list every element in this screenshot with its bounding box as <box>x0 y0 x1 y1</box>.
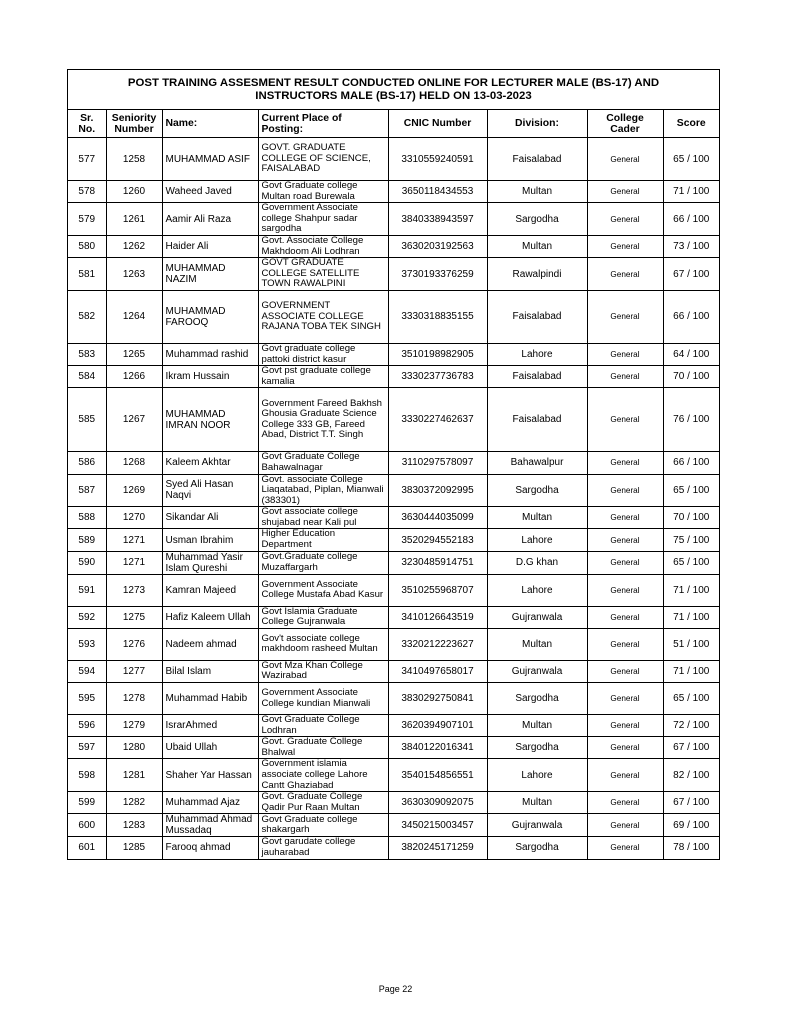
row-sr-no: 587 <box>68 474 106 507</box>
row-cnic: 3620394907101 <box>388 715 487 737</box>
row-score: 65 / 100 <box>663 138 719 181</box>
row-division: Sargodha <box>487 203 587 236</box>
row-posting: Govt. Graduate College Qadir Pur Raan Multan <box>258 792 388 814</box>
row-cader: General <box>587 366 663 388</box>
row-division: Sargodha <box>487 683 587 715</box>
row-division: D.G khan <box>487 551 587 574</box>
row-name: Aamir Ali Raza <box>162 203 258 236</box>
row-cnic: 3840338943597 <box>388 203 487 236</box>
table-row <box>68 258 719 291</box>
col-header-division: Division: <box>487 110 587 138</box>
row-score: 72 / 100 <box>663 715 719 737</box>
row-division: Lahore <box>487 343 587 365</box>
row-score: 71 / 100 <box>663 660 719 682</box>
row-division: Multan <box>487 792 587 814</box>
row-posting: Government Associate college Shahpur sadar sargodha <box>258 203 388 236</box>
row-cader: General <box>587 551 663 574</box>
row-division: Faisalabad <box>487 366 587 388</box>
row-posting: Govt. Graduate College Bhalwal <box>258 737 388 759</box>
col-header-score: Score <box>663 110 719 138</box>
row-name: Hafiz Kaleem Ullah <box>162 606 258 628</box>
row-name: Kaleem Akhtar <box>162 452 258 474</box>
row-cnic: 3630203192563 <box>388 235 487 257</box>
row-name: Muhammad Yasir Islam Qureshi <box>162 551 258 574</box>
row-seniority: 1269 <box>106 474 162 507</box>
row-score: 65 / 100 <box>663 474 719 507</box>
row-cader: General <box>587 606 663 628</box>
table-row <box>68 814 719 837</box>
row-name: Muhammad Habib <box>162 683 258 715</box>
row-name: Syed Ali Hasan Naqvi <box>162 474 258 507</box>
row-sr-no: 586 <box>68 452 106 474</box>
row-posting: Govt Graduate college shakargarh <box>258 814 388 837</box>
row-seniority: 1275 <box>106 606 162 628</box>
row-seniority: 1258 <box>106 138 162 181</box>
row-posting: Gov't associate college makhdoom rasheed Multan <box>258 628 388 660</box>
row-cnic: 3830292750841 <box>388 683 487 715</box>
col-header-seniority: Seniority Number <box>106 110 162 138</box>
row-division: Lahore <box>487 574 587 606</box>
row-seniority: 1276 <box>106 628 162 660</box>
row-cnic: 3510255968707 <box>388 574 487 606</box>
table-row <box>68 837 719 859</box>
row-cader: General <box>587 759 663 792</box>
row-cnic: 3830372092995 <box>388 474 487 507</box>
row-name: Kamran Majeed <box>162 574 258 606</box>
table-row <box>68 203 719 236</box>
row-sr-no: 582 <box>68 290 106 343</box>
row-cnic: 3330227462637 <box>388 388 487 452</box>
row-cader: General <box>587 715 663 737</box>
row-cnic: 3410497658017 <box>388 660 487 682</box>
row-seniority: 1261 <box>106 203 162 236</box>
row-cnic: 3630444035099 <box>388 507 487 529</box>
page-number: Page 22 <box>378 984 413 994</box>
row-cnic: 3510198982905 <box>388 343 487 365</box>
row-seniority: 1280 <box>106 737 162 759</box>
row-score: 67 / 100 <box>663 792 719 814</box>
col-header-name: Name: <box>162 110 258 138</box>
row-cader: General <box>587 837 663 859</box>
row-division: Faisalabad <box>487 290 587 343</box>
row-cader: General <box>587 628 663 660</box>
row-score: 66 / 100 <box>663 203 719 236</box>
row-name: MUHAMMAD IMRAN NOOR <box>162 388 258 452</box>
table-row <box>68 452 719 474</box>
row-division: Multan <box>487 715 587 737</box>
table-row <box>68 366 719 388</box>
row-score: 69 / 100 <box>663 814 719 837</box>
row-cnic: 3540154856551 <box>388 759 487 792</box>
row-score: 75 / 100 <box>663 529 719 551</box>
table-row <box>68 683 719 715</box>
row-posting: Govt Graduate college Multan road Burewala <box>258 181 388 203</box>
row-cnic: 3630309092075 <box>388 792 487 814</box>
row-sr-no: 597 <box>68 737 106 759</box>
col-header-posting: Current Place of Posting: <box>258 110 388 138</box>
row-seniority: 1267 <box>106 388 162 452</box>
row-name: MUHAMMAD NAZIM <box>162 258 258 291</box>
row-name: Muhammad Ajaz <box>162 792 258 814</box>
row-cader: General <box>587 290 663 343</box>
row-seniority: 1263 <box>106 258 162 291</box>
table-row <box>68 474 719 507</box>
row-posting: Government Fareed Bakhsh Ghousia Graduate Science College 333 GB, Fareed Abad, District T.T. Singh <box>258 388 388 452</box>
row-sr-no: 589 <box>68 529 106 551</box>
row-cader: General <box>587 452 663 474</box>
table-row <box>68 551 719 574</box>
row-name: Usman Ibrahim <box>162 529 258 551</box>
row-sr-no: 592 <box>68 606 106 628</box>
row-cnic: 3520294552183 <box>388 529 487 551</box>
row-name: IsrarAhmed <box>162 715 258 737</box>
row-cader: General <box>587 388 663 452</box>
row-sr-no: 580 <box>68 235 106 257</box>
row-sr-no: 590 <box>68 551 106 574</box>
row-posting: Government islamia associate college Lahore Cantt Ghaziabad <box>258 759 388 792</box>
row-sr-no: 593 <box>68 628 106 660</box>
row-cader: General <box>587 529 663 551</box>
row-cnic: 3730193376259 <box>388 258 487 291</box>
row-seniority: 1271 <box>106 551 162 574</box>
row-division: Gujranwala <box>487 814 587 837</box>
row-name: Haider Ali <box>162 235 258 257</box>
row-division: Lahore <box>487 529 587 551</box>
row-cader: General <box>587 474 663 507</box>
row-seniority: 1262 <box>106 235 162 257</box>
table-header-row <box>68 110 719 138</box>
table-row <box>68 343 719 365</box>
row-posting: Govt Islamia Graduate College Gujranwala <box>258 606 388 628</box>
row-posting: Govt. associate College Liaqatabad, Piplan, Mianwali (383301) <box>258 474 388 507</box>
row-division: Bahawalpur <box>487 452 587 474</box>
row-score: 70 / 100 <box>663 366 719 388</box>
row-sr-no: 591 <box>68 574 106 606</box>
row-name: Muhammad Ahmad Mussadaq <box>162 814 258 837</box>
row-name: Shaher Yar Hassan <box>162 759 258 792</box>
table-row <box>68 507 719 529</box>
row-cader: General <box>587 343 663 365</box>
row-name: Waheed Javed <box>162 181 258 203</box>
row-name: Ubaid Ullah <box>162 737 258 759</box>
row-sr-no: 601 <box>68 837 106 859</box>
row-cader: General <box>587 258 663 291</box>
result-table <box>68 110 719 859</box>
row-sr-no: 585 <box>68 388 106 452</box>
row-seniority: 1277 <box>106 660 162 682</box>
row-cnic: 3330318835155 <box>388 290 487 343</box>
table-row <box>68 235 719 257</box>
row-division: Sargodha <box>487 474 587 507</box>
row-cader: General <box>587 814 663 837</box>
row-division: Multan <box>487 628 587 660</box>
row-sr-no: 598 <box>68 759 106 792</box>
row-cader: General <box>587 507 663 529</box>
table-row <box>68 759 719 792</box>
row-cnic: 3820245171259 <box>388 837 487 859</box>
row-seniority: 1270 <box>106 507 162 529</box>
table-row <box>68 574 719 606</box>
row-score: 64 / 100 <box>663 343 719 365</box>
row-seniority: 1282 <box>106 792 162 814</box>
row-score: 71 / 100 <box>663 181 719 203</box>
row-sr-no: 599 <box>68 792 106 814</box>
row-cader: General <box>587 235 663 257</box>
row-score: 73 / 100 <box>663 235 719 257</box>
col-header-cnic: CNIC Number <box>388 110 487 138</box>
row-seniority: 1268 <box>106 452 162 474</box>
row-cader: General <box>587 737 663 759</box>
row-division: Faisalabad <box>487 388 587 452</box>
row-cnic: 3310559240591 <box>388 138 487 181</box>
row-posting: GOVT GRADUATE COLLEGE SATELLITE TOWN RAWALPINI <box>258 258 388 291</box>
row-division: Lahore <box>487 759 587 792</box>
row-sr-no: 600 <box>68 814 106 837</box>
row-cader: General <box>587 181 663 203</box>
result-table-frame <box>67 69 720 860</box>
row-sr-no: 584 <box>68 366 106 388</box>
row-posting: Govt associate college shujabad near Kali pul <box>258 507 388 529</box>
row-seniority: 1266 <box>106 366 162 388</box>
row-cnic: 3230485914751 <box>388 551 487 574</box>
row-score: 65 / 100 <box>663 683 719 715</box>
row-score: 82 / 100 <box>663 759 719 792</box>
row-division: Multan <box>487 507 587 529</box>
row-division: Sargodha <box>487 737 587 759</box>
row-score: 67 / 100 <box>663 258 719 291</box>
row-score: 71 / 100 <box>663 574 719 606</box>
table-row <box>68 792 719 814</box>
row-cnic: 3320212223627 <box>388 628 487 660</box>
row-name: Sikandar Ali <box>162 507 258 529</box>
row-division: Faisalabad <box>487 138 587 181</box>
row-score: 65 / 100 <box>663 551 719 574</box>
row-cnic: 3840122016341 <box>388 737 487 759</box>
row-score: 66 / 100 <box>663 452 719 474</box>
row-sr-no: 596 <box>68 715 106 737</box>
row-seniority: 1265 <box>106 343 162 365</box>
table-row <box>68 388 719 452</box>
row-score: 51 / 100 <box>663 628 719 660</box>
row-seniority: 1281 <box>106 759 162 792</box>
row-name: Ikram Hussain <box>162 366 258 388</box>
row-score: 76 / 100 <box>663 388 719 452</box>
row-cnic: 3650118434553 <box>388 181 487 203</box>
row-name: Farooq ahmad <box>162 837 258 859</box>
row-seniority: 1279 <box>106 715 162 737</box>
row-cnic: 3330237736783 <box>388 366 487 388</box>
row-posting: Govt.Graduate college Muzaffargarh <box>258 551 388 574</box>
table-row <box>68 660 719 682</box>
row-posting: Govt graduate college pattoki district kasur <box>258 343 388 365</box>
row-seniority: 1285 <box>106 837 162 859</box>
row-sr-no: 579 <box>68 203 106 236</box>
row-cader: General <box>587 203 663 236</box>
table-row <box>68 529 719 551</box>
row-cnic: 3450215003457 <box>388 814 487 837</box>
row-score: 67 / 100 <box>663 737 719 759</box>
col-header-cader: College Cader <box>587 110 663 138</box>
row-posting: GOVERNMENT ASSOCIATE COLLEGE RAJANA TOBA TEK SINGH <box>258 290 388 343</box>
row-seniority: 1271 <box>106 529 162 551</box>
row-division: Sargodha <box>487 837 587 859</box>
row-cader: General <box>587 792 663 814</box>
row-sr-no: 583 <box>68 343 106 365</box>
row-posting: Government Associate College Mustafa Abad Kasur <box>258 574 388 606</box>
row-seniority: 1260 <box>106 181 162 203</box>
row-division: Gujranwala <box>487 660 587 682</box>
row-cader: General <box>587 574 663 606</box>
col-header-sr-no: Sr. No. <box>68 110 106 138</box>
row-posting: Govt Mza Khan College Wazirabad <box>258 660 388 682</box>
table-row <box>68 138 719 181</box>
row-cader: General <box>587 660 663 682</box>
row-score: 71 / 100 <box>663 606 719 628</box>
row-seniority: 1264 <box>106 290 162 343</box>
row-sr-no: 581 <box>68 258 106 291</box>
document-title: POST TRAINING ASSESMENT RESULT CONDUCTED ONLINE FOR LECTURER MALE (BS-17) AND INSTRUCTORS MALE (BS-17) HELD ON 13-03-2023 <box>68 70 719 110</box>
row-name: MUHAMMAD ASIF <box>162 138 258 181</box>
row-posting: Govt Graduate College Lodhran <box>258 715 388 737</box>
row-cnic: 3410126643519 <box>388 606 487 628</box>
row-sr-no: 595 <box>68 683 106 715</box>
table-row <box>68 715 719 737</box>
row-posting: Government Associate College kundian Mianwali <box>258 683 388 715</box>
table-row <box>68 606 719 628</box>
row-posting: Govt. Associate College Makhdoom Ali Lodhran <box>258 235 388 257</box>
row-division: Multan <box>487 181 587 203</box>
row-cader: General <box>587 138 663 181</box>
row-sr-no: 578 <box>68 181 106 203</box>
row-cader: General <box>587 683 663 715</box>
table-row <box>68 628 719 660</box>
row-posting: Govt pst graduate college kamalia <box>258 366 388 388</box>
row-name: Muhammad rashid <box>162 343 258 365</box>
row-division: Multan <box>487 235 587 257</box>
row-posting: GOVT. GRADUATE COLLEGE OF SCIENCE, FAISALABAD <box>258 138 388 181</box>
row-score: 78 / 100 <box>663 837 719 859</box>
row-posting: Govt Graduate College Bahawalnagar <box>258 452 388 474</box>
row-seniority: 1273 <box>106 574 162 606</box>
row-division: Gujranwala <box>487 606 587 628</box>
row-cnic: 3110297578097 <box>388 452 487 474</box>
row-seniority: 1278 <box>106 683 162 715</box>
row-sr-no: 577 <box>68 138 106 181</box>
row-seniority: 1283 <box>106 814 162 837</box>
row-sr-no: 588 <box>68 507 106 529</box>
row-sr-no: 594 <box>68 660 106 682</box>
row-posting: Govt garudate college jauharabad <box>258 837 388 859</box>
row-score: 70 / 100 <box>663 507 719 529</box>
table-row <box>68 737 719 759</box>
row-division: Rawalpindi <box>487 258 587 291</box>
table-row <box>68 181 719 203</box>
row-score: 66 / 100 <box>663 290 719 343</box>
row-name: MUHAMMAD FAROOQ <box>162 290 258 343</box>
table-row <box>68 290 719 343</box>
row-name: Bilal Islam <box>162 660 258 682</box>
row-posting: Higher Education Department <box>258 529 388 551</box>
row-name: Nadeem ahmad <box>162 628 258 660</box>
